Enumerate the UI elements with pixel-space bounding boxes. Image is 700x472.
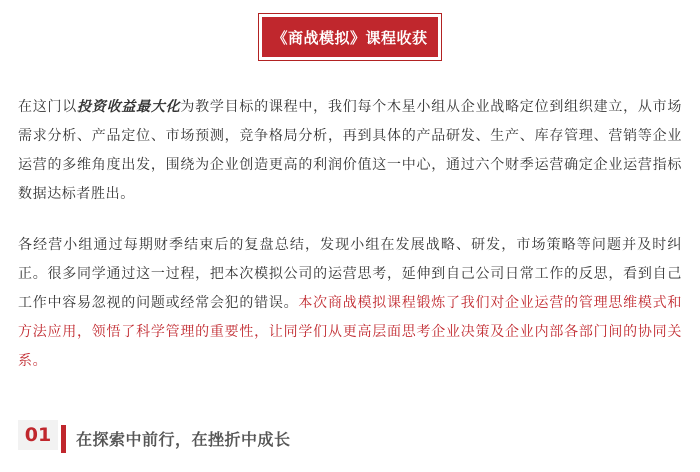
section-header bbox=[18, 418, 291, 452]
intro-paragraph bbox=[18, 93, 682, 209]
summary-normal: 各经营小组通过每期财季结束后的复盘总结，发现小组在发展战略、研发，市场策略等问题并及时纠正。很多同学通过这一过程，把本次模拟公司的运营思考，延伸到自己公司日常工作的反思，看到自己工作中容易忽视的问题或经常会犯的错误。 bbox=[18, 237, 682, 311]
summary-highlight: 本次商战模拟课程锻炼了我们对企业运营的管理思维模式和方法应用，领悟了科学管理的重要性，让同学们从更高层面思考企业决策及企业内部各部门间的协同关系。 bbox=[18, 295, 682, 369]
page-title: 《商战模拟》课程收获 bbox=[262, 17, 438, 57]
intro-rest: 为教学目标的课程中，我们每个木星小组从企业战略定位到组织建立，从市场需求分析、产品定位、市场预测，竞争格局分析，再到具体的产品研发、生产、库存管理、营销等企业运营的多维角度出发，围绕为企业创造更高的利润价值这一中心，通过六个财季运营确定企业运营指标数据达标者胜出。 bbox=[18, 99, 682, 202]
section-number: 01 bbox=[18, 420, 58, 450]
intro-prefix: 在这门以 bbox=[18, 99, 78, 115]
title-banner bbox=[258, 13, 442, 61]
intro-emphasis: 投资收益最大化 bbox=[77, 99, 181, 115]
section-title: 在探索中前行，在挫折中成长 bbox=[76, 429, 291, 449]
section-accent-bar bbox=[61, 425, 66, 453]
summary-paragraph bbox=[18, 231, 682, 376]
